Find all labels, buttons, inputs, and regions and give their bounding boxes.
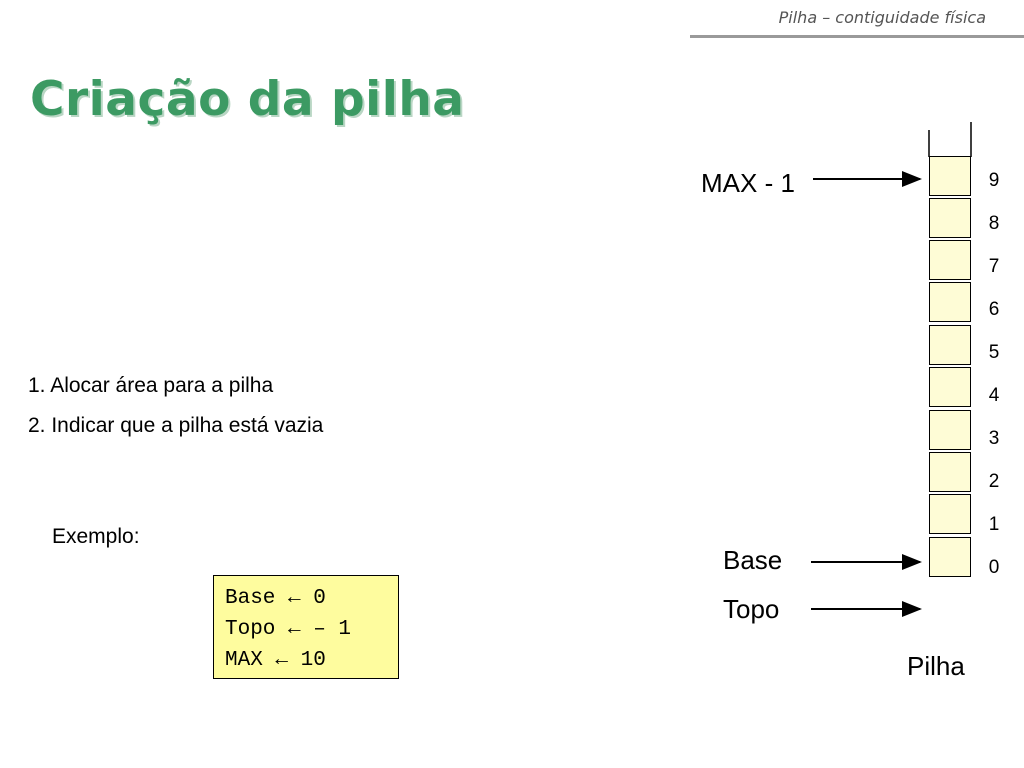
header-title: Pilha – contiguidade física (778, 8, 986, 27)
stack-cell (929, 282, 971, 322)
stack-cell (929, 410, 971, 450)
base-label: Base (723, 545, 783, 575)
stack-cell (929, 325, 971, 365)
example-label: Exemplo: (52, 525, 140, 548)
stack-cell (929, 452, 971, 492)
code-line: MAX ← 10 (225, 649, 326, 672)
stack-cell (929, 494, 971, 534)
topo-label: Topo (723, 594, 780, 624)
cell-index: 2 (988, 471, 1000, 492)
cell-index: 7 (988, 256, 1000, 277)
slide-title: Criação da pilha (30, 72, 465, 127)
cell-index: 5 (988, 342, 1000, 363)
cell-index: 1 (988, 514, 1000, 535)
stack-cell (929, 537, 971, 577)
stack-cell (929, 198, 971, 238)
cell-index: 6 (988, 299, 1000, 320)
cell-index: 3 (988, 428, 1000, 449)
cell-index: 0 (988, 557, 1000, 578)
max-label: MAX - 1 (701, 168, 795, 198)
stack-cell (929, 367, 971, 407)
stack-cell (929, 240, 971, 280)
step-item: 1. Alocar área para a pilha (28, 374, 274, 397)
stack-caption: Pilha (907, 651, 965, 681)
step-item: 2. Indicar que a pilha está vazia (28, 414, 324, 437)
stack-cell (929, 156, 971, 196)
cell-index: 9 (988, 170, 1000, 191)
code-line: Base ← 0 (225, 587, 326, 610)
cell-index: 4 (988, 385, 1000, 406)
code-line: Topo ← – 1 (225, 618, 352, 641)
cell-index: 8 (988, 213, 1000, 234)
